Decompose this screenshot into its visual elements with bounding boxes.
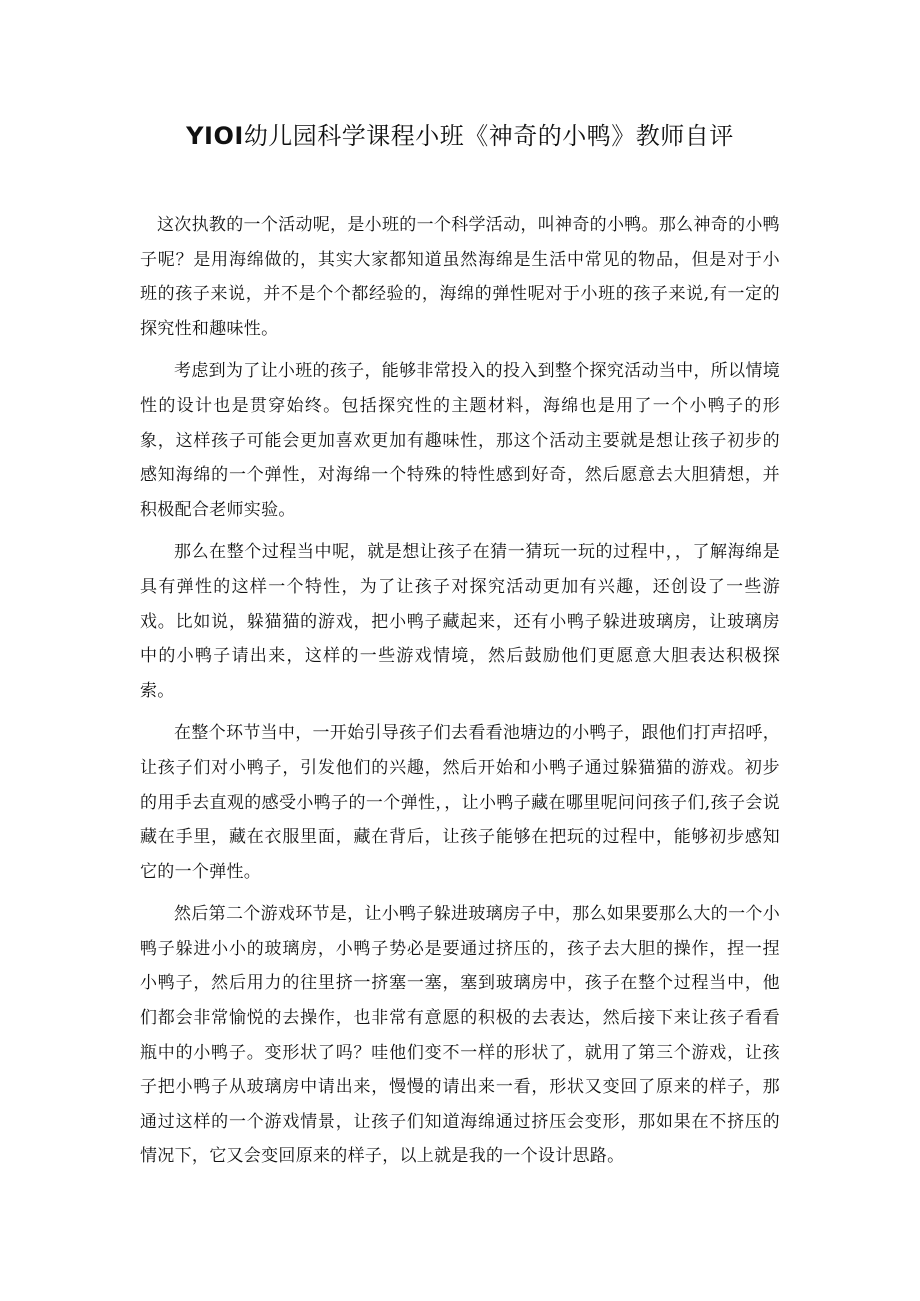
paragraph-2: 考虑到为了让小班的孩子，能够非常投入的投入到整个探究活动当中，所以情境性的设计也是贯穿始终。包括探究性的主题材料，海绵也是用了一个小鸭子的形象，这样孩子可能会更加喜欢更加有趣味性，那这个活动主要就是想让孩子初步的感知海绵的一个弹性，对海绵一个特殊的特性感到好奇，然后愿意去大胆猜想，并积极配合老师实验。 (140, 361, 780, 520)
document-body (140, 208, 780, 1182)
paragraph-5: 然后第二个游戏环节是，让小鸭子躲进玻璃房子中，那么如果要那么大的一个小鸭子躲进小小的玻璃房，小鸭子势必是要通过挤压的，孩子去大胆的操作，捏一捏小鸭子，然后用力的往里挤一挤塞一塞，塞到玻璃房中，孩子在整个过程当中，他们都会非常愉悦的去操作，也非常有意愿的积极的去表达，然后接下来让孩子看看瓶中的小鸭子。变形状了吗？哇他们变不一样的形状了，就用了第三个游戏，让孩子把小鸭子从玻璃房中请出来，慢慢的请出来一看，形状又变回了原来的样子，那通过这样的一个游戏情景，让孩子们知道海绵通过挤压会变形，那如果在不挤压的情况下，它又会变回原来的样子，以上就是我的一个设计思路。 (140, 904, 780, 1167)
title-prefix: YIOI (186, 122, 244, 150)
title-main: 幼儿园科学课程小班《神奇的小鸭》教师自评 (243, 122, 734, 150)
paragraph-1: 这次执教的一个活动呢，是小班的一个科学活动，叫神奇的小鸭。那么神奇的小鸭子呢？是用海绵做的，其实大家都知道虽然海绵是生活中常见的物品，但是对于小班的孩子来说，并不是个个都经验的，海绵的弹性呢对于小班的孩子来说,有一定的探究性和趣味性。 (140, 215, 780, 339)
paragraph-3: 那么在整个过程当中呢，就是想让孩子在猜一猜玩一玩的过程中，，了解海绵是具有弹性的这样一个特性，为了让孩子对探究活动更加有兴趣，还创设了一些游戏。比如说，躲猫猫的游戏，把小鸭子藏起来，还有小鸭子躲进玻璃房，让玻璃房中的小鸭子请出来，这样的一些游戏情境，然后鼓励他们更愿意大胆表达积极探索。 (140, 542, 780, 701)
paragraph-4: 在整个环节当中，一开始引导孩子们去看看池塘边的小鸭子，跟他们打声招呼，让孩子们对小鸭子，引发他们的兴趣，然后开始和小鸭子通过躲猫猫的游戏。初步的用手去直观的感受小鸭子的一个弹性，，让小鸭子藏在哪里呢问问孩子们,孩子会说藏在手里，藏在衣服里面，藏在背后，让孩子能够在把玩的过程中，能够初步感知它的一个弹性。 (140, 723, 780, 882)
document-title (0, 118, 920, 154)
